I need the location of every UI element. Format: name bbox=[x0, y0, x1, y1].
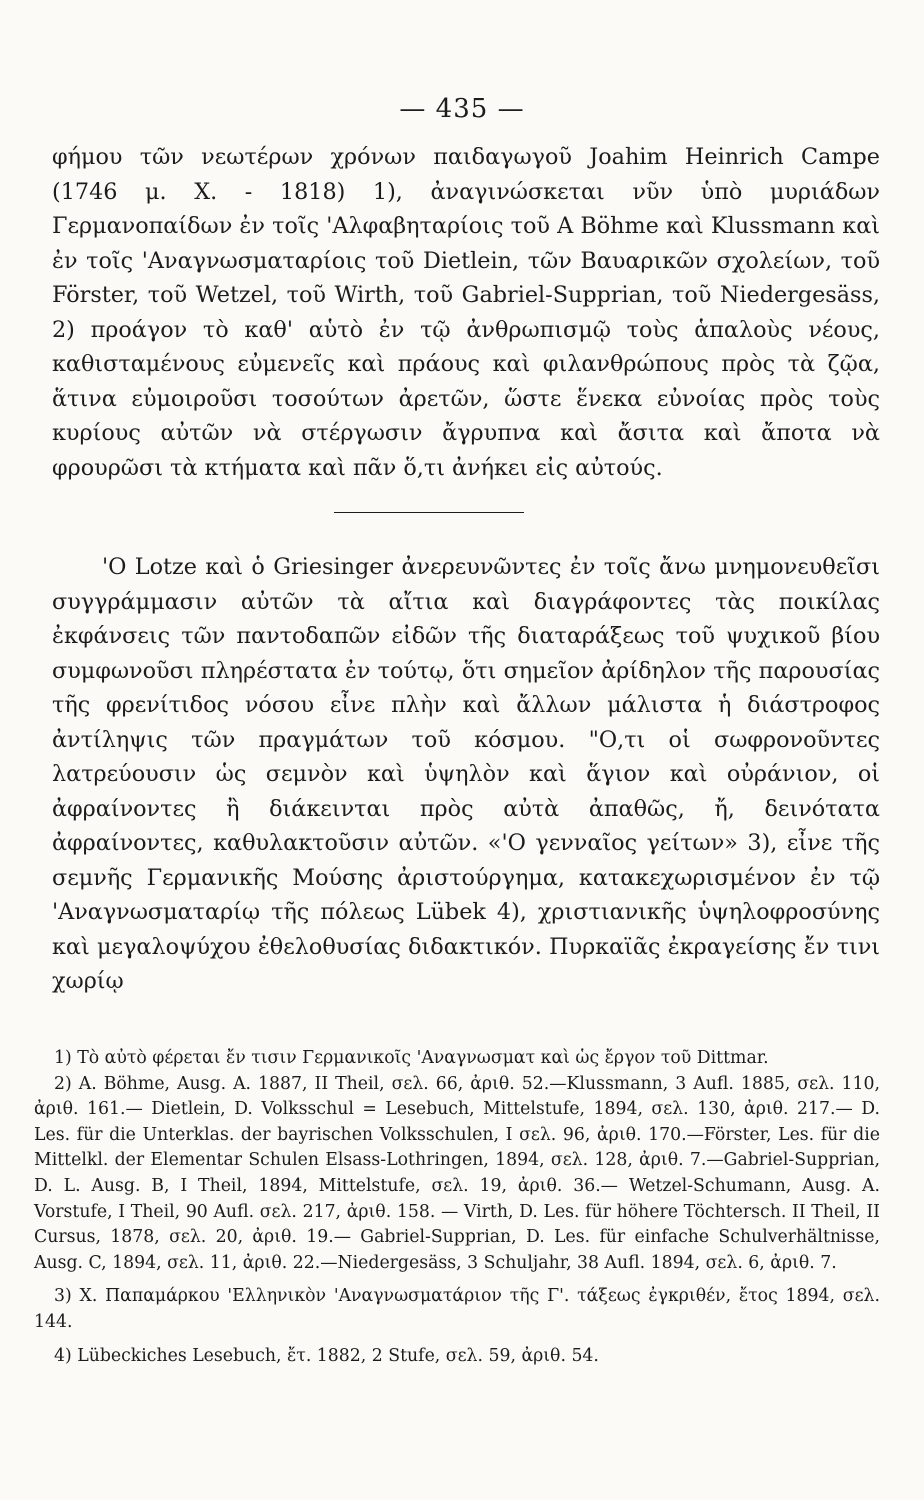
section-divider bbox=[334, 512, 524, 513]
footnote-4: 4) Lübeckiches Lesebuch, ἔτ. 1882, 2 Stufe, σελ. 59, ἀριθ. 54. bbox=[54, 1345, 599, 1366]
paragraph-campe: φήμου τῶν νεωτέρων χρόνων παιδαγωγοῦ Joahim Heinrich Campe (1746 μ. Χ. - 1818) 1), ἀναγινώσκεται νῦν ὑπὸ μυριάδων Γερμανοπαίδων ἐν τοῖς 'Αλφαβηταρίοις τοῦ A Böhme καὶ Klussmann καὶ ἐν τοῖς 'Αναγνωσματαρίοις τοῦ Dietlein, τῶν Βαυαρικῶν σχολείων, τοῦ Förster, τοῦ Wetzel, τοῦ Wirth, τοῦ Gabriel-Supprian, τοῦ Niedergesäss, 2) προάγον τὸ καθ' αὑτὸ ἐν τῷ ἀνθρωπισμῷ τοὺς ἁπαλοὺς νέους, καθισταμένους εὐμενεῖς καὶ πράους καὶ φιλανθρώπους πρὸς τὰ ζῷα, ἅτινα εὐμοιροῦσι τοσούτων ἀρετῶν, ὥστε ἕνεκα εὐνοίας πρὸς τοὺς κυρίους αὐτῶν νὰ στέργωσιν ἄγρυπνα καὶ ἄσιτα καὶ ἄποτα νὰ φρουρῶσι τὰ κτήματα καὶ πᾶν ὅ,τι ἀνήκει εἰς αὐτούς. bbox=[52, 144, 880, 481]
footnote-1: 1) Τὸ αὐτὸ φέρεται ἔν τισιν Γερμανικοῖς 'Αναγνωσματ καὶ ὡς ἔργον τοῦ Dittmar. bbox=[54, 1048, 769, 1068]
footnote-2: 2) A. Böhme, Ausg. A. 1887, II Theil, σελ. 66, ἀριθ. 52.—Klussmann, 3 Aufl. 1885, σελ. 110, ἀριθ. 161.— Dietlein, D. Volksschul = Lesebuch, Mittelstufe, 1894, σελ. 130, ἀριθ. 217.— D. Les. für die Unterklas. der bayrischen Volksschulen, I σελ. 96, ἀριθ. 170.—Förster, Les. für die Mittelkl. der Elementar Schulen Elsass-Lothringen, 1894, σελ. 128, ἀριθ. 7.—Gabriel-Supprian, D. L. Ausg. B, I Theil, 1894, Mittelstufe, σελ. 19, ἀριθ. 36.— Wetzel-Schumann, Ausg. A. Vorstufe, I Theil, 90 Aufl. σελ. 217, ἀριθ. 158. — Virth, D. Les. für höhere Töchtersch. II Theil, II Cursus, 1878, σελ. 20, ἀριθ. 19.— Gabriel-Supprian, D. Les. für einfache Schulverhältnisse, Ausg. C, 1894, σελ. 11, ἀριθ. 22.—Niedergesäss, 3 Schuljahr, 38 Aufl. 1894, σελ. 6, ἀριθ. 7. bbox=[34, 1073, 880, 1273]
paragraph-lotze: 'Ο Lotze καὶ ὁ Griesinger ἀνερευνῶντες ἐν τοῖς ἄνω μνημονευθεῖσι συγγράμμασιν αὐτῶν τὰ αἴτια καὶ διαγράφοντες τὰς ποικίλας ἐκφάνσεις τῶν παντοδαπῶν εἰδῶν τῆς διαταράξεως τοῦ ψυχικοῦ βίου συμφωνοῦσι πληρέστατα ἐν τούτῳ, ὅτι σημεῖον ἀρίδηλον τῆς παρουσίας τῆς φρενίτιδος νόσου εἶνε πλὴν καὶ ἄλλων μάλιστα ἡ διάστροφος ἀντίληψις τῶν πραγμάτων τοῦ κόσμου. "Ο,τι οἱ σωφρονοῦντες λατρεύουσιν ὡς σεμνὸν καὶ ὑψηλὸν καὶ ἅγιον καὶ οὐράνιον, οἱ ἀφραίνοντες ἢ διάκεινται πρὸς αὐτὰ ἀπαθῶς, ἤ, δεινότατα ἀφραίνοντες, καθυλακτοῦσιν αὐτῶν. «'Ο γενναῖος γείτων» 3), εἶνε τῆς σεμνῆς Γερμανικῆς Μούσης ἀριστούργημα, κατακεχωρισμένον ἐν τῷ 'Αναγνωσματαρίῳ τῆς πόλεως Lübek 4), χριστιανικῆς ὑψηλοφροσύνης καὶ μεγαλοψύχου ἐθελοθυσίας διδακτικόν. Πυρκαϊᾶς ἐκραγείσης ἔν τινι χωρίῳ bbox=[52, 554, 880, 994]
footnote-3: 3) Χ. Παπαμάρκου 'Ελληνικὸν 'Αναγνωσματάριον τῆς Γ'. τάξεως ἐγκριθέν, ἔτος 1894, σελ. 144. bbox=[34, 1286, 880, 1332]
footnotes bbox=[34, 1046, 880, 1369]
page-number: — 435 — bbox=[399, 94, 525, 124]
